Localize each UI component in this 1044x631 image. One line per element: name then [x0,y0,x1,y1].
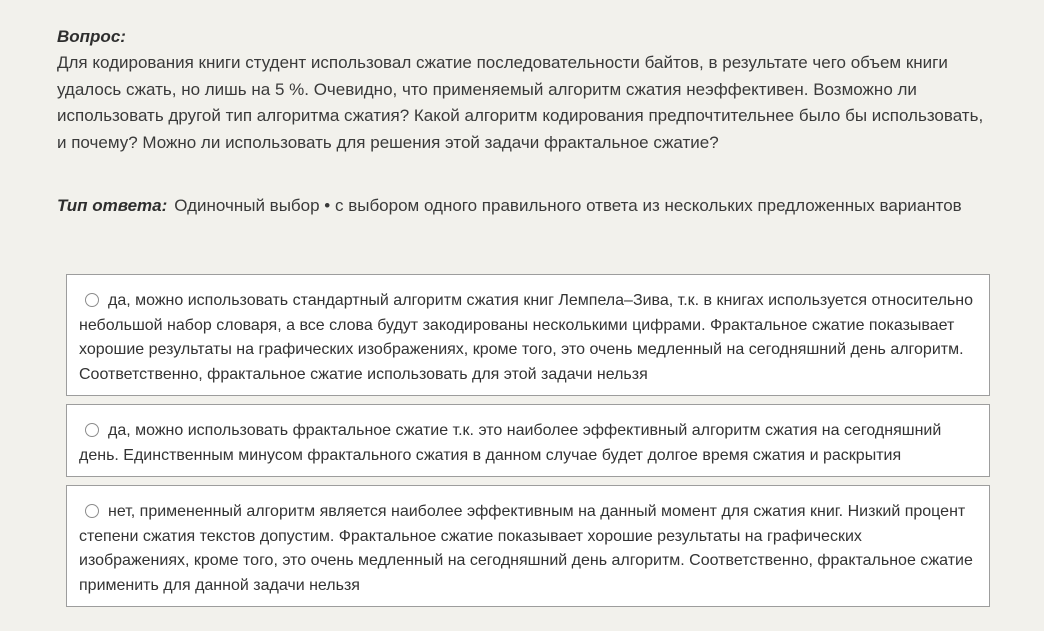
radio-button-icon[interactable] [85,504,99,518]
question-label: Вопрос: [57,27,126,46]
option-2-text: да, можно использовать фрактальное сжатие т.к. это наиболее эффективный алгоритм сжатия на сегодняшний день. Единственным минусом фрактального сжатия в данном случае будет долгое время сжатия и раскрытия [79,422,942,464]
question-text: Для кодирования книги студент использовал сжатие последовательности байтов, в результате чего объем книги удалось сжать, но лишь на 5 %. Очевидно, что применяемый алгоритм сжатия неэффективен. Возможно ли использовать другой тип алгоритма сжатия? Какой алгоритм кодирования предпочтительнее было бы использовать, и почему? Можно ли использовать для решения этой задачи фрактальное сжатие? [57,53,984,152]
option-1-text: да, можно использовать стандартный алгоритм сжатия книг Лемпела–Зива, т.к. в книгах используется относительно небольшой набор словаря, а все слова будут закодированы несколькими цифрами. Фрактальное сжатие показывает хорошие результаты на графических изображениях, кроме того, это очень медленный на сегодняшний день алгоритм. Соответственно, фрактальное сжатие использовать для этой задачи нельзя [79,292,973,383]
option-3-text: нет, примененный алгоритм является наиболее эффективным на данный момент для сжатия книг. Низкий процент степени сжатия текстов допустим. Фрактальное сжатие показывает хорошие результаты на графических изображениях, кроме того, это очень медленный на сегодняшний день алгоритм. Соответственно, фрактальное сжатие применить для данной задачи нельзя [79,503,973,594]
options-list [66,274,990,607]
option-2[interactable] [66,404,990,477]
answer-type-line [57,193,990,219]
answer-type-description: Одиночный выбор • с выбором одного правильного ответа из нескольких предложенных вариантов [174,196,962,215]
radio-button-icon[interactable] [85,423,99,437]
option-3[interactable] [66,485,990,607]
option-1[interactable] [66,274,990,396]
radio-button-icon[interactable] [85,293,99,307]
answer-type-label: Тип ответа: [57,196,168,215]
